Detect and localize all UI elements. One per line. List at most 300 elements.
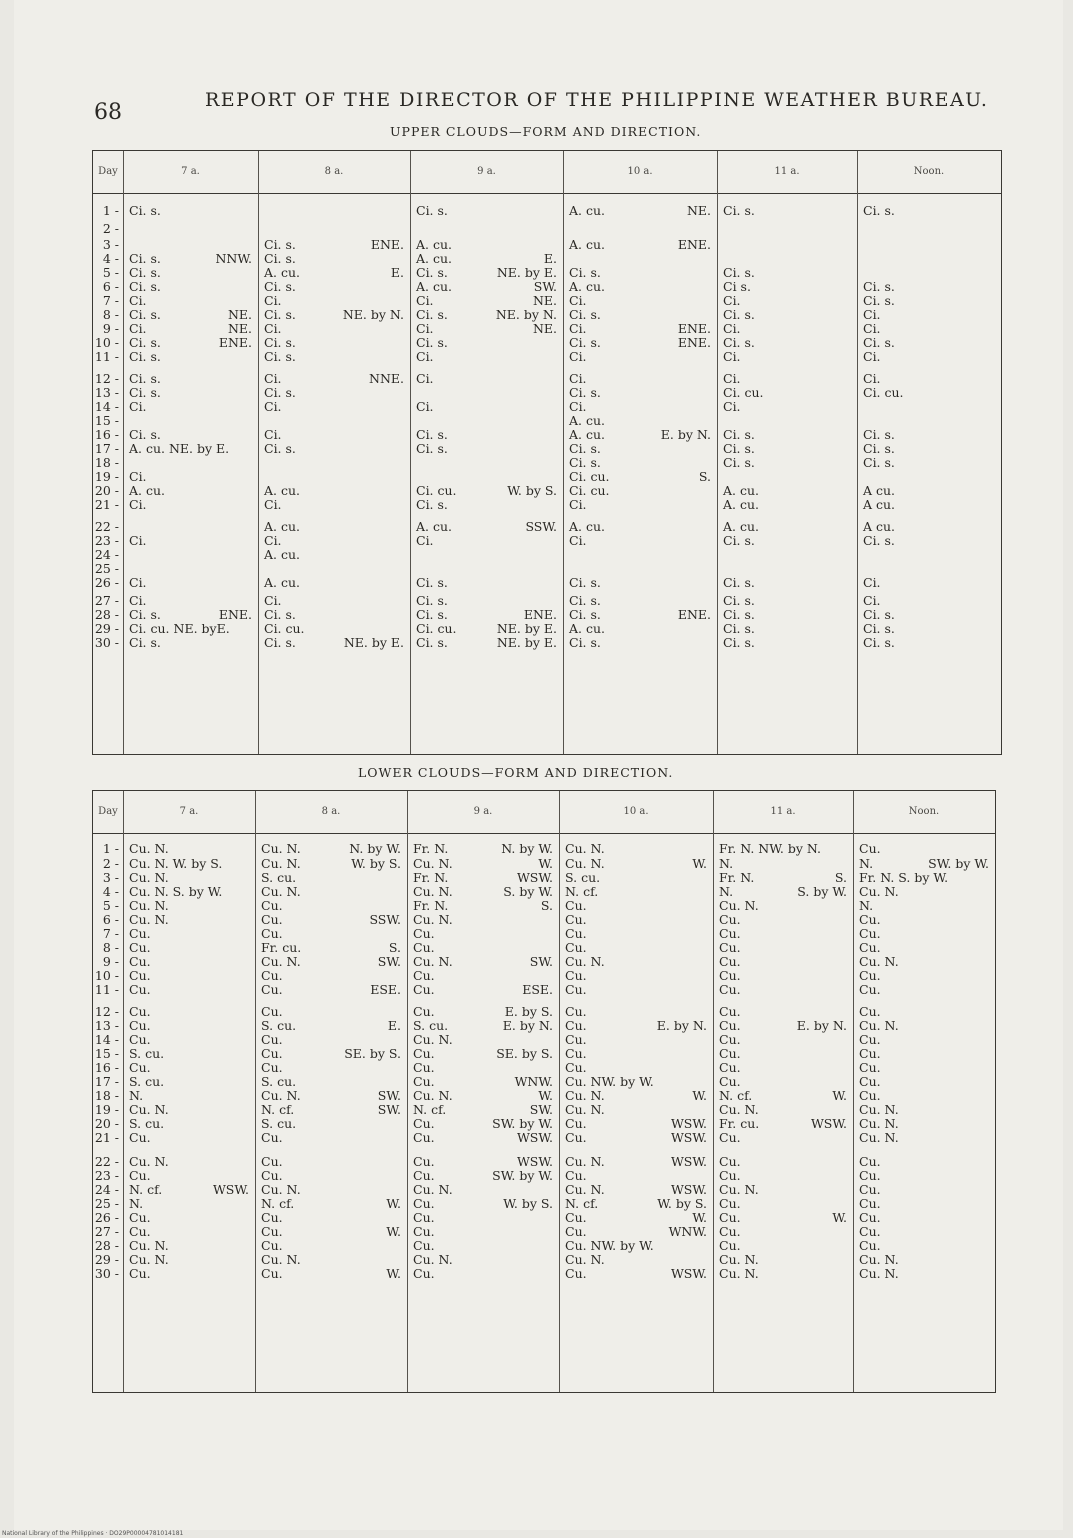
cloud-direction-cell: SW. xyxy=(377,954,401,969)
cloud-form-cell: Ci. xyxy=(264,293,282,308)
cloud-form-cell: Cu. xyxy=(413,982,435,997)
cloud-form-cell: Cu. xyxy=(859,1154,881,1169)
cloud-direction-cell: NE. by E. xyxy=(496,635,557,650)
cloud-form-cell: Cu. xyxy=(261,1130,283,1145)
cloud-form-cell: Ci. xyxy=(129,575,147,590)
cloud-form-cell: Cu. xyxy=(129,982,151,997)
lower-col-header: 8 a. xyxy=(321,806,341,817)
cloud-form-cell: A. cu. xyxy=(569,279,605,294)
day-cell: 6 - xyxy=(102,912,119,927)
cloud-direction-cell: E. xyxy=(390,265,404,280)
upper-col-header: 8 a. xyxy=(324,166,344,177)
day-cell: 6 - xyxy=(102,279,119,294)
cloud-form-cell: Cu. N. xyxy=(859,1266,899,1281)
cloud-form-cell: A. cu. xyxy=(129,483,165,498)
cloud-form-cell: Ci. xyxy=(723,321,741,336)
cloud-form-cell: Cu. xyxy=(565,1116,587,1131)
cloud-form-cell: Cu. N. xyxy=(129,898,169,913)
cloud-form-cell: Ci. s. xyxy=(129,427,161,442)
cloud-form-cell: Ci. xyxy=(723,293,741,308)
cloud-form-cell: Cu. xyxy=(129,968,151,983)
cloud-form-cell: Cu. xyxy=(719,954,741,969)
cloud-direction-cell: ENE. xyxy=(677,607,711,622)
cloud-form-cell: Cu. NW. by W. xyxy=(565,1238,654,1253)
cloud-form-cell: Fr. N. NW. by N. xyxy=(719,841,822,856)
cloud-form-cell: A. cu. xyxy=(723,483,759,498)
cloud-form-cell: Cu. xyxy=(859,1046,881,1061)
cloud-form-cell: A. cu. xyxy=(723,519,759,534)
cloud-form-cell: Ci. s. xyxy=(264,251,296,266)
cloud-form-cell: Cu. N. xyxy=(565,841,605,856)
cloud-form-cell: Ci. s. xyxy=(129,635,161,650)
column-rule xyxy=(717,151,718,754)
cloud-form-cell: Ci. s. xyxy=(129,203,161,218)
cloud-form-cell: Ci. s. xyxy=(723,621,755,636)
cloud-form-cell: N. cf. xyxy=(261,1102,295,1117)
upper-col-header: 9 a. xyxy=(477,166,496,177)
cloud-form-cell: Cu. xyxy=(413,940,435,955)
cloud-direction-cell: N. by W. xyxy=(501,841,553,856)
cloud-form-cell: Fr. N. xyxy=(413,898,449,913)
upper-table-header xyxy=(93,151,1001,194)
cloud-form-cell: Cu. xyxy=(565,1224,587,1239)
cloud-direction-cell: E. by N. xyxy=(660,427,711,442)
cloud-direction-cell: WSW. xyxy=(670,1266,707,1281)
cloud-form-cell: A. cu. xyxy=(264,265,300,280)
cloud-direction-cell: W. xyxy=(386,1196,401,1211)
cloud-form-cell: Ci. s. xyxy=(863,635,895,650)
cloud-form-cell: A. cu. xyxy=(416,279,452,294)
cloud-direction-cell: WNW. xyxy=(514,1074,553,1089)
cloud-form-cell: Cu. xyxy=(719,912,741,927)
day-cell: 18 - xyxy=(94,455,119,470)
day-cell: 10 - xyxy=(94,968,119,983)
cloud-form-cell: Ci. s. xyxy=(129,607,161,622)
column-rule xyxy=(410,151,411,754)
cloud-form-cell: Cu. N. xyxy=(565,856,605,871)
cloud-form-cell: Cu. xyxy=(129,1018,151,1033)
cloud-form-cell: Ci. xyxy=(569,321,587,336)
cloud-form-cell: Ci. s. xyxy=(569,607,601,622)
cloud-form-cell: Cu. xyxy=(565,1032,587,1047)
cloud-form-cell: Ci. xyxy=(863,371,881,386)
cloud-form-cell: Cu. N. xyxy=(129,870,169,885)
cloud-form-cell: A. cu. xyxy=(416,519,452,534)
day-cell: 15 - xyxy=(94,1046,119,1061)
cloud-form-cell: Ci. xyxy=(129,399,147,414)
cloud-form-cell: Cu. N. xyxy=(261,1252,301,1267)
cloud-form-cell: N. xyxy=(129,1196,144,1211)
cloud-direction-cell: NE. xyxy=(686,203,711,218)
cloud-form-cell: Cu. xyxy=(129,954,151,969)
cloud-form-cell: Ci. xyxy=(569,533,587,548)
cloud-direction-cell: ENE. xyxy=(370,237,404,252)
upper-clouds-title: UPPER CLOUDS—FORM AND DIRECTION. xyxy=(390,124,702,139)
cloud-direction-cell: SW. by W. xyxy=(928,856,989,871)
cloud-direction-cell: E. by N. xyxy=(796,1018,847,1033)
day-cell: 24 - xyxy=(94,1182,119,1197)
day-cell: 12 - xyxy=(94,1004,119,1019)
day-cell: 16 - xyxy=(94,427,119,442)
day-cell: 1 - xyxy=(102,841,119,856)
cloud-direction-cell: SW. xyxy=(529,1102,553,1117)
cloud-direction-cell: WSW. xyxy=(670,1130,707,1145)
cloud-form-cell: Cu. N. S. by W. xyxy=(129,884,223,899)
cloud-direction-cell: SW. xyxy=(377,1088,401,1103)
cloud-form-cell: Cu. xyxy=(261,1238,283,1253)
cloud-form-cell: Cu. N. xyxy=(413,1182,453,1197)
cloud-form-cell: Cu. N. xyxy=(261,1088,301,1103)
cloud-form-cell: Ci. s. xyxy=(569,635,601,650)
cloud-direction-cell: SE. by S. xyxy=(496,1046,553,1061)
cloud-form-cell: Cu. xyxy=(565,1060,587,1075)
cloud-direction-cell: ENE. xyxy=(218,335,252,350)
page-number: 68 xyxy=(94,100,122,125)
cloud-form-cell: Cu. N. xyxy=(129,1252,169,1267)
cloud-form-cell: Cu. xyxy=(565,940,587,955)
day-cell: 29 - xyxy=(94,1252,119,1267)
day-cell: 24 - xyxy=(94,547,119,562)
day-cell: 30 - xyxy=(94,635,119,650)
day-cell: 9 - xyxy=(102,954,119,969)
cloud-form-cell: A. cu. xyxy=(569,427,605,442)
running-header: REPORT OF THE DIRECTOR OF THE PHILIPPINE WEATHER BUREAU. xyxy=(205,89,989,111)
cloud-form-cell: Ci. xyxy=(863,349,881,364)
cloud-form-cell: Cu. xyxy=(261,1046,283,1061)
cloud-form-cell: Ci. xyxy=(129,593,147,608)
cloud-form-cell: Cu. xyxy=(413,1168,435,1183)
cloud-form-cell: Cu. N. xyxy=(719,1266,759,1281)
cloud-direction-cell: NE. by E. xyxy=(496,621,557,636)
cloud-form-cell: Cu. xyxy=(859,926,881,941)
day-cell: 9 - xyxy=(102,321,119,336)
cloud-direction-cell: SW. xyxy=(533,279,557,294)
upper-col-header: Noon. xyxy=(913,166,945,177)
cloud-form-cell: Cu. N. W. by S. xyxy=(129,856,223,871)
upper-col-header: 10 a. xyxy=(627,166,653,177)
cloud-form-cell: Ci. s. xyxy=(723,635,755,650)
day-cell: 26 - xyxy=(94,575,119,590)
cloud-direction-cell: SW. by W. xyxy=(492,1116,553,1131)
cloud-form-cell: S. cu. xyxy=(129,1046,165,1061)
cloud-form-cell: Cu. xyxy=(261,1032,283,1047)
day-cell: 21 - xyxy=(94,497,119,512)
cloud-form-cell: Cu. xyxy=(129,1210,151,1225)
cloud-form-cell: Ci. s. xyxy=(416,335,448,350)
cloud-direction-cell: WSW. xyxy=(670,1116,707,1131)
day-cell: 13 - xyxy=(94,385,119,400)
cloud-form-cell: A. cu. xyxy=(264,547,300,562)
column-rule xyxy=(123,791,124,1392)
day-cell: 3 - xyxy=(102,870,119,885)
cloud-direction-cell: S. xyxy=(698,469,711,484)
cloud-form-cell: Ci. s. xyxy=(723,533,755,548)
day-cell: 2 - xyxy=(102,856,119,871)
cloud-direction-cell: NE. xyxy=(532,293,557,308)
cloud-form-cell: Cu. xyxy=(129,926,151,941)
cloud-form-cell: Cu. xyxy=(719,1210,741,1225)
day-cell: 8 - xyxy=(102,940,119,955)
cloud-direction-cell: ESE. xyxy=(370,982,401,997)
cloud-form-cell: Ci. s. xyxy=(416,427,448,442)
cloud-form-cell: Ci. s. xyxy=(264,335,296,350)
cloud-form-cell: Ci. s. xyxy=(569,593,601,608)
cloud-form-cell: Cu. xyxy=(719,1196,741,1211)
cloud-form-cell: Ci. s. xyxy=(416,575,448,590)
cloud-direction-cell: E. by N. xyxy=(502,1018,553,1033)
day-cell: 23 - xyxy=(94,533,119,548)
cloud-form-cell: N. xyxy=(129,1088,144,1103)
cloud-form-cell: Ci. xyxy=(863,307,881,322)
cloud-direction-cell: W. by S. xyxy=(657,1196,707,1211)
cloud-form-cell: Ci. s. xyxy=(416,265,448,280)
cloud-form-cell: Ci. xyxy=(569,349,587,364)
cloud-form-cell: Cu. xyxy=(859,1032,881,1047)
cloud-form-cell: Cu. xyxy=(719,940,741,955)
cloud-form-cell: Ci. cu. xyxy=(569,469,610,484)
cloud-direction-cell: NE. by N. xyxy=(342,307,404,322)
cloud-form-cell: Cu. N. xyxy=(565,954,605,969)
lower-col-header: 7 a. xyxy=(179,806,199,817)
cloud-form-cell: Ci. s. xyxy=(264,635,296,650)
lower-col-header: 9 a. xyxy=(473,806,493,817)
cloud-form-cell: Cu. N. xyxy=(413,856,453,871)
cloud-form-cell: Cu. xyxy=(413,1116,435,1131)
day-cell: 20 - xyxy=(94,1116,119,1131)
cloud-form-cell: Cu. N. xyxy=(859,1018,899,1033)
day-cell: 27 - xyxy=(94,1224,119,1239)
day-cell: 25 - xyxy=(94,1196,119,1211)
cloud-form-cell: Cu. N. xyxy=(413,1088,453,1103)
cloud-form-cell: Ci. xyxy=(569,293,587,308)
day-cell: 25 - xyxy=(94,561,119,576)
cloud-form-cell: Cu. xyxy=(413,1154,435,1169)
cloud-form-cell: Cu. N. xyxy=(129,1238,169,1253)
cloud-form-cell: Cu. xyxy=(413,1004,435,1019)
cloud-direction-cell: WNW. xyxy=(668,1224,707,1239)
cloud-form-cell: Cu. xyxy=(859,1168,881,1183)
cloud-direction-cell: W. by S. xyxy=(503,1196,553,1211)
cloud-form-cell: Cu. N. xyxy=(129,1102,169,1117)
cloud-form-cell: Ci. xyxy=(863,593,881,608)
cloud-form-cell: A. cu. xyxy=(569,413,605,428)
cloud-direction-cell: N. by W. xyxy=(349,841,401,856)
cloud-form-cell: Cu. xyxy=(859,982,881,997)
cloud-form-cell: Cu. N. xyxy=(129,841,169,856)
cloud-form-cell: Ci. xyxy=(129,321,147,336)
day-cell: 2 - xyxy=(102,221,119,236)
cloud-form-cell: Cu. xyxy=(261,1210,283,1225)
cloud-form-cell: A. cu. xyxy=(264,575,300,590)
cloud-form-cell: Cu. NW. by W. xyxy=(565,1074,654,1089)
cloud-form-cell: Cu. xyxy=(859,1004,881,1019)
cloud-form-cell: Cu. xyxy=(129,940,151,955)
day-cell: 14 - xyxy=(94,1032,119,1047)
cloud-form-cell: Cu. xyxy=(719,1060,741,1075)
day-cell: 22 - xyxy=(94,1154,119,1169)
day-cell: 27 - xyxy=(94,593,119,608)
cloud-form-cell: Ci. s. xyxy=(723,265,755,280)
cloud-direction-cell: E. by N. xyxy=(656,1018,707,1033)
cloud-form-cell: A. cu. NE. by E. xyxy=(129,441,230,456)
cloud-direction-cell: WSW. xyxy=(212,1182,249,1197)
day-cell: 8 - xyxy=(102,307,119,322)
cloud-form-cell: Ci. s. xyxy=(129,265,161,280)
cloud-direction-cell: NE. xyxy=(227,307,252,322)
cloud-form-cell: Fr. N. xyxy=(719,870,755,885)
cloud-form-cell: Cu. xyxy=(859,1196,881,1211)
cloud-form-cell: Ci. xyxy=(416,349,434,364)
cloud-form-cell: N. cf. xyxy=(413,1102,447,1117)
cloud-form-cell: Cu. N. xyxy=(413,954,453,969)
cloud-form-cell: Ci. s. xyxy=(416,635,448,650)
cloud-form-cell: N. xyxy=(719,884,734,899)
cloud-form-cell: Ci. s. xyxy=(129,335,161,350)
day-cell: 29 - xyxy=(94,621,119,636)
cloud-form-cell: Ci. s. xyxy=(129,385,161,400)
cloud-form-cell: Cu. xyxy=(719,926,741,941)
cloud-form-cell: Cu. xyxy=(719,1004,741,1019)
cloud-form-cell: Cu. N. xyxy=(413,912,453,927)
cloud-form-cell: S. cu. xyxy=(261,1018,297,1033)
cloud-form-cell: Cu. N. xyxy=(859,1116,899,1131)
cloud-form-cell: Cu. N. xyxy=(719,1182,759,1197)
cloud-direction-cell: NNW. xyxy=(215,251,252,266)
cloud-form-cell: Cu. xyxy=(719,1154,741,1169)
cloud-form-cell: Cu. xyxy=(565,1266,587,1281)
cloud-direction-cell: WSW. xyxy=(516,1154,553,1169)
cloud-form-cell: Ci. xyxy=(129,497,147,512)
cloud-form-cell: Ci. xyxy=(569,399,587,414)
cloud-direction-cell: W. xyxy=(832,1088,847,1103)
day-cell: 13 - xyxy=(94,1018,119,1033)
cloud-form-cell: Ci. cu. xyxy=(723,385,764,400)
cloud-form-cell: Ci. s. xyxy=(264,237,296,252)
cloud-form-cell: Ci. s. xyxy=(264,441,296,456)
cloud-form-cell: Cu. xyxy=(565,1004,587,1019)
cloud-form-cell: Cu. xyxy=(129,1224,151,1239)
day-cell: 7 - xyxy=(102,926,119,941)
cloud-form-cell: Cu. xyxy=(719,1168,741,1183)
cloud-form-cell: Ci. s. xyxy=(569,455,601,470)
cloud-form-cell: Ci. s. xyxy=(569,307,601,322)
cloud-form-cell: Ci. xyxy=(569,497,587,512)
cloud-direction-cell: WSW. xyxy=(670,1182,707,1197)
day-cell: 12 - xyxy=(94,371,119,386)
cloud-form-cell: S. cu. xyxy=(261,1116,297,1131)
cloud-form-cell: N. cf. xyxy=(565,1196,599,1211)
cloud-form-cell: Cu. xyxy=(261,1154,283,1169)
day-cell: 17 - xyxy=(94,441,119,456)
cloud-form-cell: Cu. N. xyxy=(719,1102,759,1117)
day-cell: 11 - xyxy=(94,349,119,364)
cloud-form-cell: Ci. xyxy=(416,321,434,336)
cloud-form-cell: N. cf. xyxy=(129,1182,163,1197)
day-cell: 28 - xyxy=(94,607,119,622)
cloud-form-cell: Cu. xyxy=(129,1266,151,1281)
cloud-form-cell: Cu. xyxy=(413,1046,435,1061)
cloud-direction-cell: ESE. xyxy=(522,982,553,997)
cloud-form-cell: Ci. s. xyxy=(264,385,296,400)
cloud-form-cell: Ci. s. xyxy=(416,307,448,322)
day-cell: 22 - xyxy=(94,519,119,534)
cloud-direction-cell: ENE. xyxy=(677,237,711,252)
cloud-form-cell: S. cu. xyxy=(565,870,601,885)
cloud-form-cell: Cu. xyxy=(859,1238,881,1253)
cloud-form-cell: Cu. xyxy=(859,968,881,983)
cloud-form-cell: Ci. s. xyxy=(723,575,755,590)
cloud-form-cell: Cu. xyxy=(129,1032,151,1047)
cloud-form-cell: A. cu. xyxy=(416,251,452,266)
day-cell: 16 - xyxy=(94,1060,119,1075)
cloud-form-cell: Ci. xyxy=(129,293,147,308)
lower-col-header: Noon. xyxy=(908,806,940,817)
lower-clouds-title: LOWER CLOUDS—FORM AND DIRECTION. xyxy=(358,765,674,780)
cloud-direction-cell: WSW. xyxy=(670,1154,707,1169)
cloud-form-cell: Cu. xyxy=(719,1032,741,1047)
cloud-form-cell: A cu. xyxy=(863,483,896,498)
cloud-form-cell: Ci. s. xyxy=(129,371,161,386)
cloud-form-cell: Cu. xyxy=(859,1088,881,1103)
cloud-direction-cell: E. xyxy=(387,1018,401,1033)
cloud-form-cell: S. cu. xyxy=(413,1018,449,1033)
cloud-form-cell: Ci. s. xyxy=(416,441,448,456)
cloud-form-cell: S. cu. xyxy=(261,870,297,885)
cloud-form-cell: Ci. xyxy=(863,321,881,336)
cloud-form-cell: Ci. xyxy=(129,533,147,548)
cloud-form-cell: Ci. xyxy=(416,533,434,548)
cloud-direction-cell: W. xyxy=(692,1088,707,1103)
cloud-form-cell: Cu. xyxy=(565,926,587,941)
cloud-direction-cell: ENE. xyxy=(677,321,711,336)
cloud-direction-cell: NE. by E. xyxy=(343,635,404,650)
cloud-form-cell: Ci. s. xyxy=(723,455,755,470)
day-cell: 5 - xyxy=(102,265,119,280)
day-cell: 10 - xyxy=(94,335,119,350)
cloud-form-cell: Cu. N. xyxy=(129,1154,169,1169)
cloud-direction-cell: SE. by S. xyxy=(344,1046,401,1061)
lower-clouds-table xyxy=(92,790,996,1393)
cloud-direction-cell: WSW. xyxy=(516,1130,553,1145)
cloud-form-cell: Ci. s. xyxy=(863,607,895,622)
cloud-form-cell: Cu. xyxy=(261,1168,283,1183)
lower-col-header: Day xyxy=(98,806,118,817)
cloud-form-cell: Cu. xyxy=(719,1130,741,1145)
cloud-form-cell: Cu. xyxy=(859,841,881,856)
cloud-form-cell: A. cu. xyxy=(569,621,605,636)
cloud-form-cell: Cu. xyxy=(413,1238,435,1253)
cloud-form-cell: Ci. s. xyxy=(723,335,755,350)
cloud-form-cell: Ci. xyxy=(723,349,741,364)
cloud-form-cell: Cu. xyxy=(859,1210,881,1225)
cloud-form-cell: N. cf. xyxy=(261,1196,295,1211)
cloud-form-cell: Ci. s. xyxy=(863,279,895,294)
cloud-form-cell: Ci. s. xyxy=(264,607,296,622)
cloud-direction-cell: WSW. xyxy=(810,1116,847,1131)
cloud-form-cell: Ci. s. xyxy=(569,385,601,400)
cloud-form-cell: Cu. xyxy=(565,912,587,927)
day-cell: 21 - xyxy=(94,1130,119,1145)
cloud-form-cell: Ci. xyxy=(264,321,282,336)
cloud-direction-cell: SW. xyxy=(529,954,553,969)
cloud-form-cell: Cu. xyxy=(413,1266,435,1281)
cloud-form-cell: Ci. xyxy=(723,399,741,414)
lower-col-header: 10 a. xyxy=(623,806,649,817)
cloud-form-cell: Cu. xyxy=(413,1130,435,1145)
day-cell: 4 - xyxy=(102,251,119,266)
day-cell: 18 - xyxy=(94,1088,119,1103)
cloud-form-cell: Cu. xyxy=(129,1130,151,1145)
